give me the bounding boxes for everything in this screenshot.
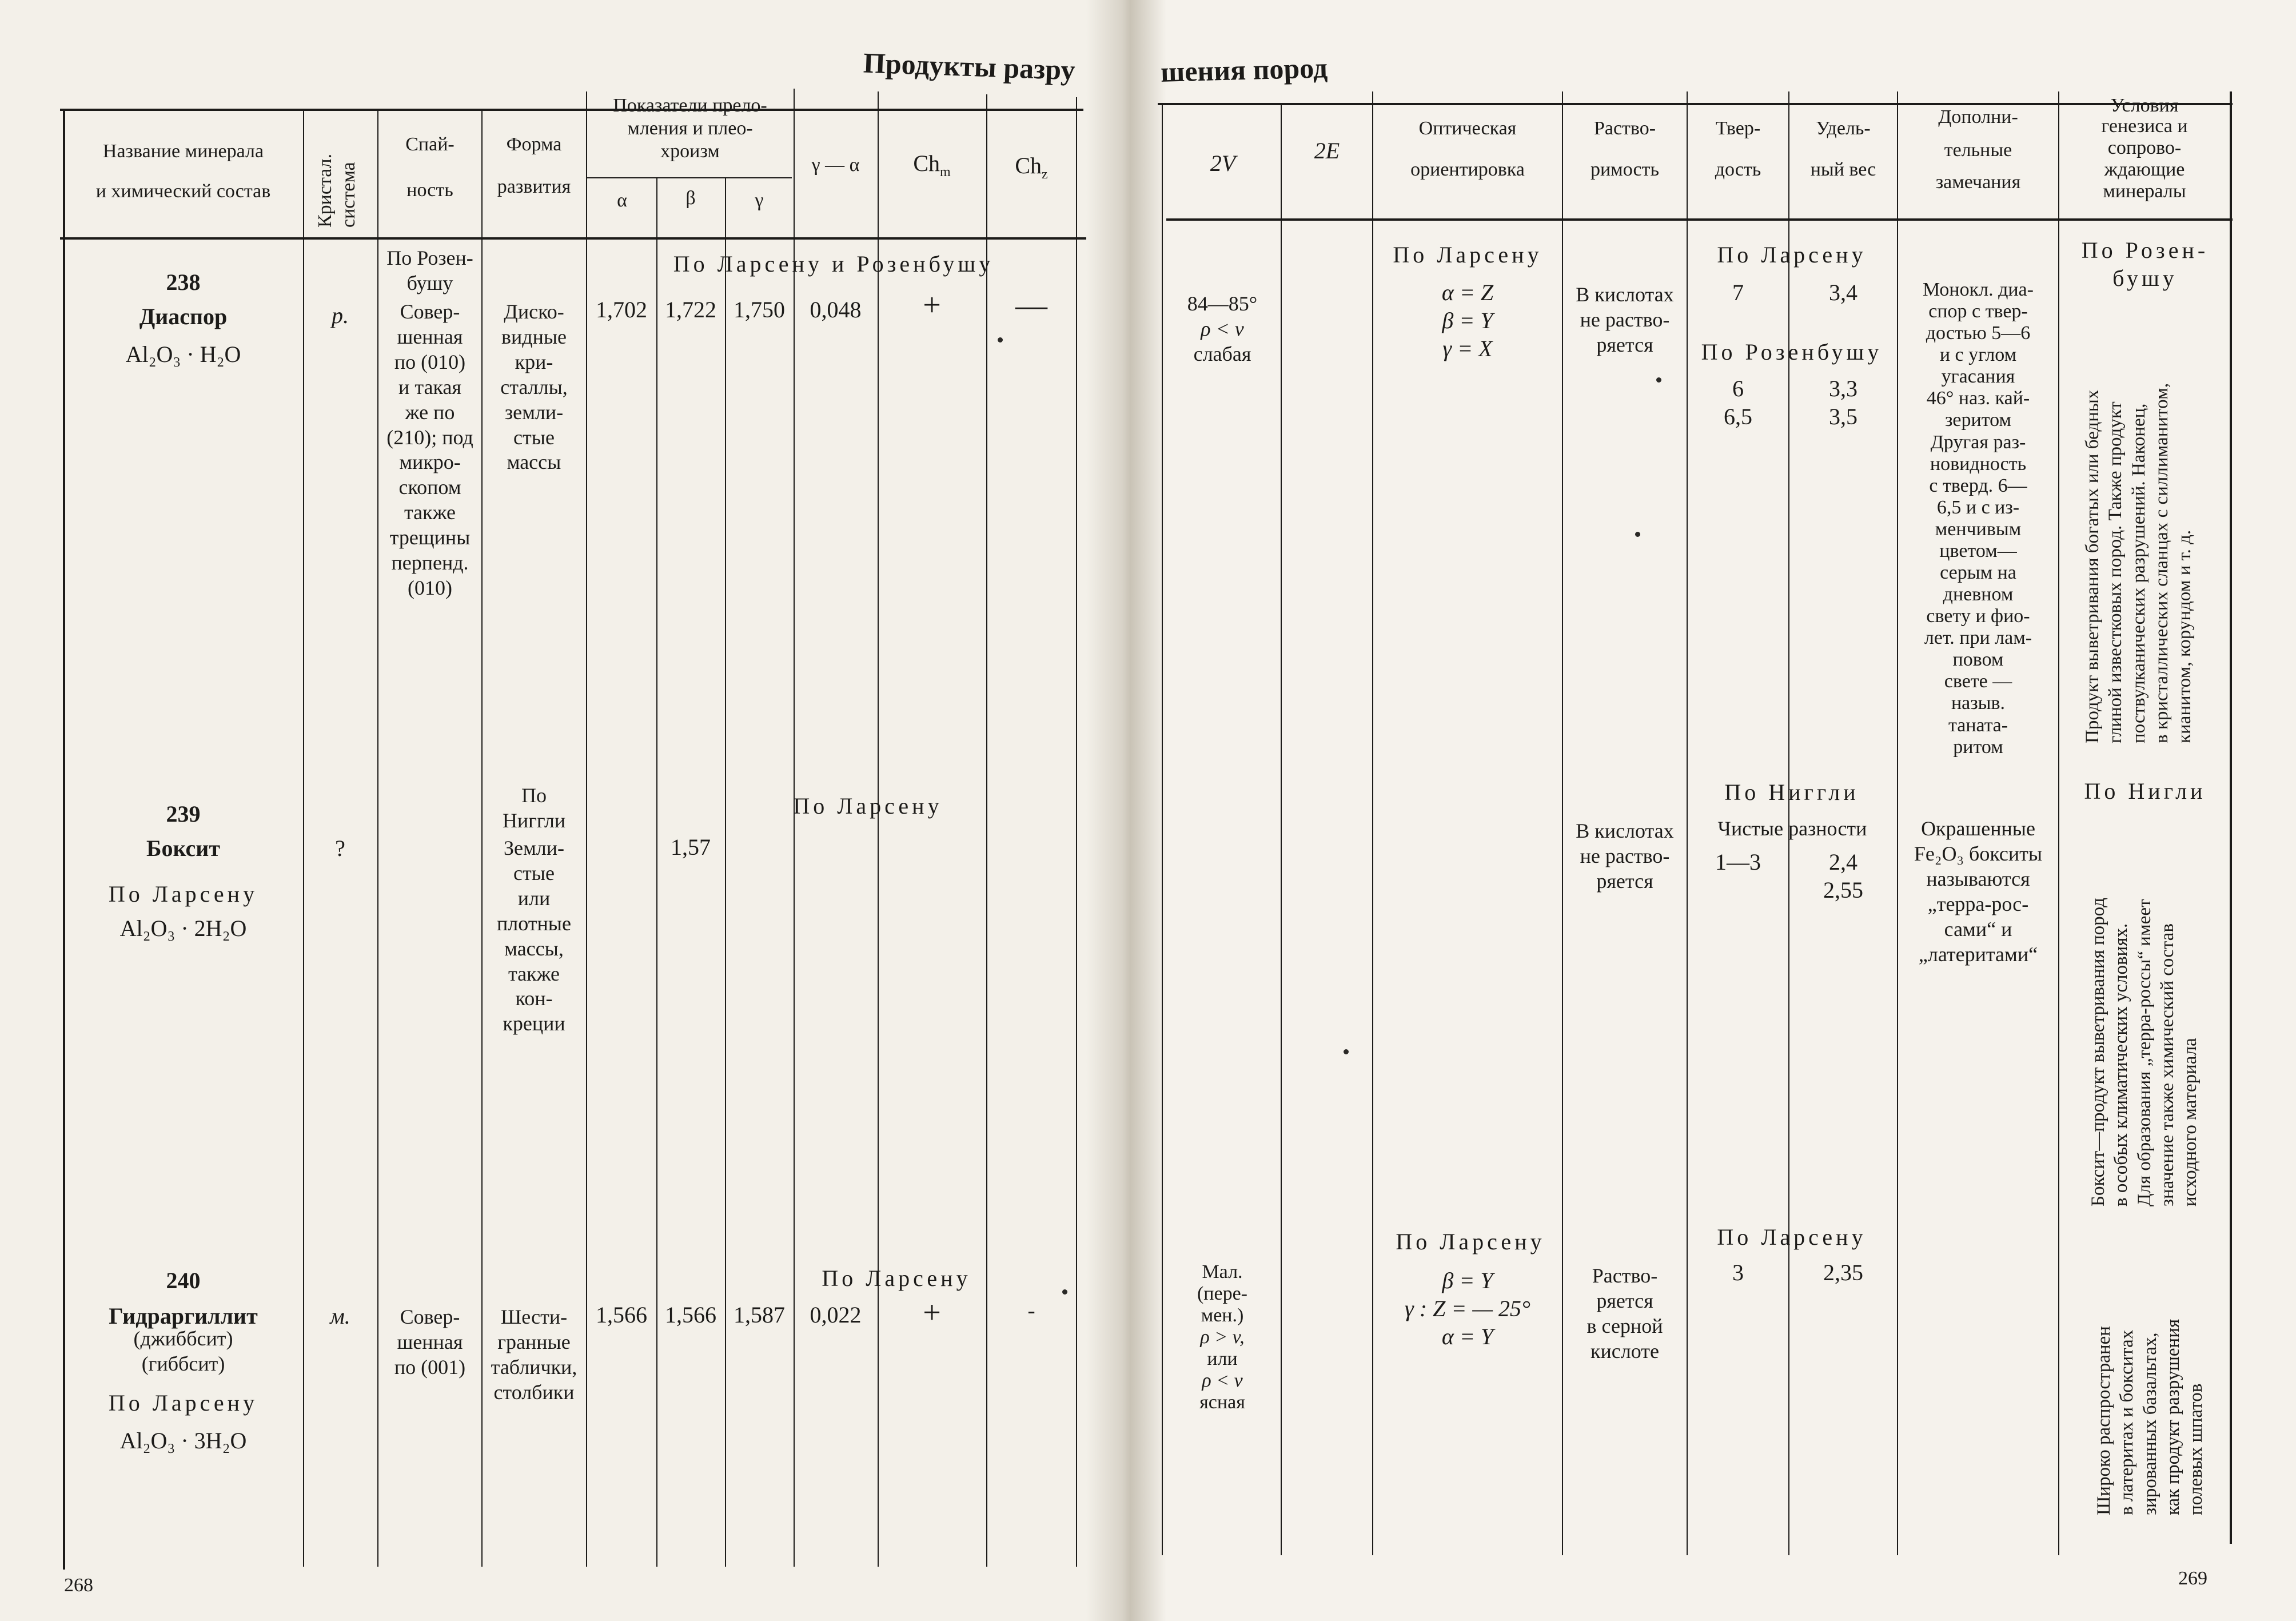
scan-speck: [1344, 1049, 1349, 1054]
beta-value: 1,722: [665, 297, 716, 322]
crystal-system: р.: [332, 302, 349, 328]
left-col-rule: [1076, 97, 1077, 1567]
genesis-text: Продукт выветривания богатых или бедных глиной известковых пород. Также продукт поствулканических разрушений. Наконец, в кристаллических сланцах с силлиманитом, кианитом, корундом и т. д.: [2082, 383, 2195, 743]
left-col-rule: [481, 109, 483, 1567]
left-col-rule: [377, 109, 378, 1567]
chz-sign: -: [1027, 1297, 1035, 1323]
mineral-number: 240: [166, 1268, 201, 1293]
right-col-rule: [1372, 91, 1373, 1555]
right-col-rule: [1687, 91, 1688, 1555]
scan-speck: [998, 337, 1003, 342]
mineral-formula: Al₂O₃ · H₂O: [125, 341, 241, 367]
header-gamma: γ: [755, 190, 764, 211]
mineral-source: По Ларсену: [108, 1390, 258, 1416]
hardness-source: По Ниггли: [1724, 779, 1859, 805]
orientation-source: По Ларсену: [1396, 1229, 1545, 1254]
header-genesis-line2: генезиса и: [2101, 115, 2188, 137]
beta-value: 1,566: [665, 1302, 716, 1328]
orientation-text: β = Y γ : Z = — 25° α = Y: [1405, 1268, 1530, 1349]
genesis-source: По Нигли: [2084, 778, 2206, 804]
left-table-top-rule: [60, 109, 1083, 111]
mineral-name: Гидраргиллит: [109, 1303, 258, 1329]
optics-source: По Ларсену и Розенбушу: [673, 251, 994, 277]
gamma-minus-alpha-value: 0,048: [810, 297, 862, 322]
header-beta: β: [685, 188, 696, 209]
genesis-text: Широко распространен в латеритах и бокситах зированных базальтах, как продукт разрушения полевых шпатов: [2094, 1319, 2206, 1515]
header-refraction-line2: мления и плео-: [627, 118, 753, 139]
crystal-system: м.: [330, 1303, 350, 1329]
header-extra-line1: Дополни-: [1938, 106, 2018, 128]
cleavage-text: Совер- шенная по (010) и такая же по (210); под микро- скопом также трещины перпенд. (010): [386, 300, 473, 599]
right-col-rule: [1281, 103, 1282, 1555]
optics-source: По Ларсену: [793, 793, 943, 819]
solubility-text: В кислотах не раство- ряется: [1576, 819, 1674, 893]
cleavage-source: По Розен- бушу: [386, 246, 473, 294]
genesis-text: Боксит—продукт выветривания пород в особых климатических условиях. Для образования „терра-россы“ имеет значение также химический состав исходного материала: [2088, 898, 2201, 1206]
right-header-bottom-rule: [1166, 218, 2233, 221]
two-v-text: 84—85° ρ < v слабая: [1187, 292, 1258, 365]
header-2e: 2E: [1314, 138, 1340, 164]
chz-sign: —: [1015, 288, 1047, 323]
right-col-rule: [1162, 103, 1163, 1555]
left-col-rule: [586, 91, 587, 1567]
right-col-rule: [1897, 91, 1898, 1555]
hardness-values-2: 6 6,5: [1724, 376, 1752, 429]
form-source: По Ниггли: [502, 784, 566, 832]
scan-speck: [1635, 532, 1640, 537]
header-mineral-name-line2: и химический состав: [95, 181, 271, 202]
gamma-minus-alpha-value: 0,022: [810, 1302, 862, 1328]
beta-value: 1,57: [671, 834, 711, 860]
form-text: Шести- гранные таблички, столбики: [491, 1305, 577, 1404]
alpha-value: 1,566: [596, 1302, 647, 1328]
alpha-value: 1,702: [596, 297, 647, 322]
running-title-left: Продукты разру: [863, 46, 1076, 86]
header-chz: $Ch_z$: [1015, 153, 1048, 182]
specific-weight-value: 2,35: [1823, 1260, 1863, 1285]
mineral-number: 239: [166, 801, 201, 827]
chm-sign: +: [923, 1295, 941, 1331]
mineral-number: 238: [166, 269, 201, 295]
hardness-source: По Ларсену: [1717, 1224, 1867, 1250]
header-refraction-line1: Показатели прело-: [613, 95, 767, 116]
scan-speck: [1656, 377, 1661, 383]
gamma-value: 1,750: [734, 297, 785, 322]
header-genesis-line4: ждающие: [2104, 159, 2185, 180]
header-form-line2: развития: [497, 176, 571, 197]
hardness-value: 1—3: [1715, 849, 1761, 875]
right-table-outer-rule: [2230, 91, 2232, 1544]
header-genesis-line5: минералы: [2103, 181, 2186, 202]
two-v-text: Мал. (пере- мен.) ρ > v, или ρ < v ясная: [1197, 1261, 1248, 1413]
header-specific-line1: Удель-: [1816, 118, 1871, 139]
specific-weight-values-2: 3,3 3,5: [1829, 376, 1857, 429]
crystal-system: ?: [335, 835, 345, 861]
form-text: Диско- видные кри- сталлы, земли- стые массы: [500, 300, 568, 474]
header-cleavage-line2: ность: [406, 180, 453, 201]
header-cleavage-line1: Спай-: [405, 134, 455, 155]
header-hardness-line2: дость: [1715, 159, 1761, 180]
mineral-name: Диаспор: [139, 304, 228, 329]
orientation-text: α = Z β = Y γ = X: [1441, 280, 1494, 361]
refraction-subheader-rule: [586, 177, 792, 178]
right-col-rule: [1562, 91, 1563, 1555]
solubility-text: Раство- ряется в серной кислоте: [1587, 1264, 1663, 1363]
hardness-source-2: По Розенбушу: [1701, 339, 1883, 365]
header-crystal-system: Кристал. система: [314, 153, 360, 228]
mineral-formula: Al₂O₃ · 3H₂O: [119, 1428, 247, 1453]
header-specific-line2: ный вес: [1810, 159, 1876, 180]
header-solubility-line1: Раство-: [1593, 118, 1656, 139]
hardness-source: По Ларсену: [1717, 242, 1867, 268]
gamma-value: 1,587: [734, 1302, 785, 1328]
genesis-source: По Розен- бушу: [2081, 237, 2209, 291]
hardness-value: 7: [1732, 280, 1744, 305]
header-extra-line2: тельные: [1944, 140, 2012, 161]
header-refraction-line3: хроизм: [660, 141, 720, 162]
header-solubility-line2: римость: [1590, 159, 1659, 180]
solubility-text: В кислотах не раство- ряется: [1576, 283, 1674, 356]
hardness-note: Чистые разности: [1717, 817, 1867, 840]
chm-sign: +: [923, 288, 941, 323]
form-text: Земли- стые или плотные массы, также кон- креции: [497, 837, 571, 1035]
left-col-rule: [725, 177, 726, 1567]
header-2v: 2V: [1210, 150, 1236, 176]
specific-weight-values: 2,4 2,55: [1823, 849, 1863, 903]
mineral-alt-names: (джиббсит) (гиббсит): [133, 1327, 233, 1375]
left-col-rule: [656, 177, 657, 1567]
optics-source: По Ларсену: [822, 1265, 971, 1291]
header-chm: $Ch_m$: [913, 150, 951, 180]
header-optical-line2: ориентировка: [1410, 159, 1525, 180]
running-title-right: шения пород: [1160, 51, 1328, 88]
orientation-source: По Ларсену: [1393, 242, 1542, 268]
specific-weight-value: 3,4: [1829, 280, 1857, 305]
header-hardness-line1: Твер-: [1715, 118, 1761, 139]
left-header-bottom-rule: [60, 237, 1086, 240]
page-number-left: 268: [64, 1575, 93, 1596]
hardness-value: 3: [1732, 1260, 1744, 1285]
extra-remarks: Окрашенные Fe₂O₃ бокситы называются „терра-рос- сами“ и „латеритами“: [1914, 817, 2043, 966]
cleavage-text: Совер- шенная по (001): [394, 1305, 466, 1379]
header-alpha: α: [617, 190, 627, 211]
mineral-formula: Al₂O₃ · 2H₂O: [119, 915, 247, 941]
page-number-right: 269: [2178, 1568, 2207, 1589]
header-genesis-line3: сопрово-: [2107, 137, 2182, 158]
extra-remarks: Монокл. диа- спор с твер- достью 5—6 и с углом угасания 46° наз. кай- зеритом Другая раз- новидность с тверд. 6— 6,5 и с из- менчивым цветом— серым на дневном свету и фио- лет. при лам- повом свете — назыв. танатa- ритом: [1923, 279, 2034, 758]
left-col-rule: [303, 109, 304, 1567]
mineral-name: Боксит: [146, 835, 220, 861]
header-optical-line1: Оптическая: [1418, 118, 1517, 139]
header-form-line1: Форма: [506, 134, 562, 155]
mineral-source: По Ларсену: [108, 881, 258, 907]
header-mineral-name-line1: Название минерала: [102, 141, 264, 162]
left-table-outer-rule: [63, 109, 65, 1570]
book-gutter: [1086, 0, 1166, 1621]
header-genesis-line1: Условия: [2110, 95, 2179, 116]
scan-speck: [1062, 1289, 1067, 1295]
header-gamma-minus-alpha: γ — α: [811, 154, 860, 176]
header-extra-line3: замечания: [1935, 172, 2021, 193]
right-col-rule: [2058, 91, 2059, 1555]
